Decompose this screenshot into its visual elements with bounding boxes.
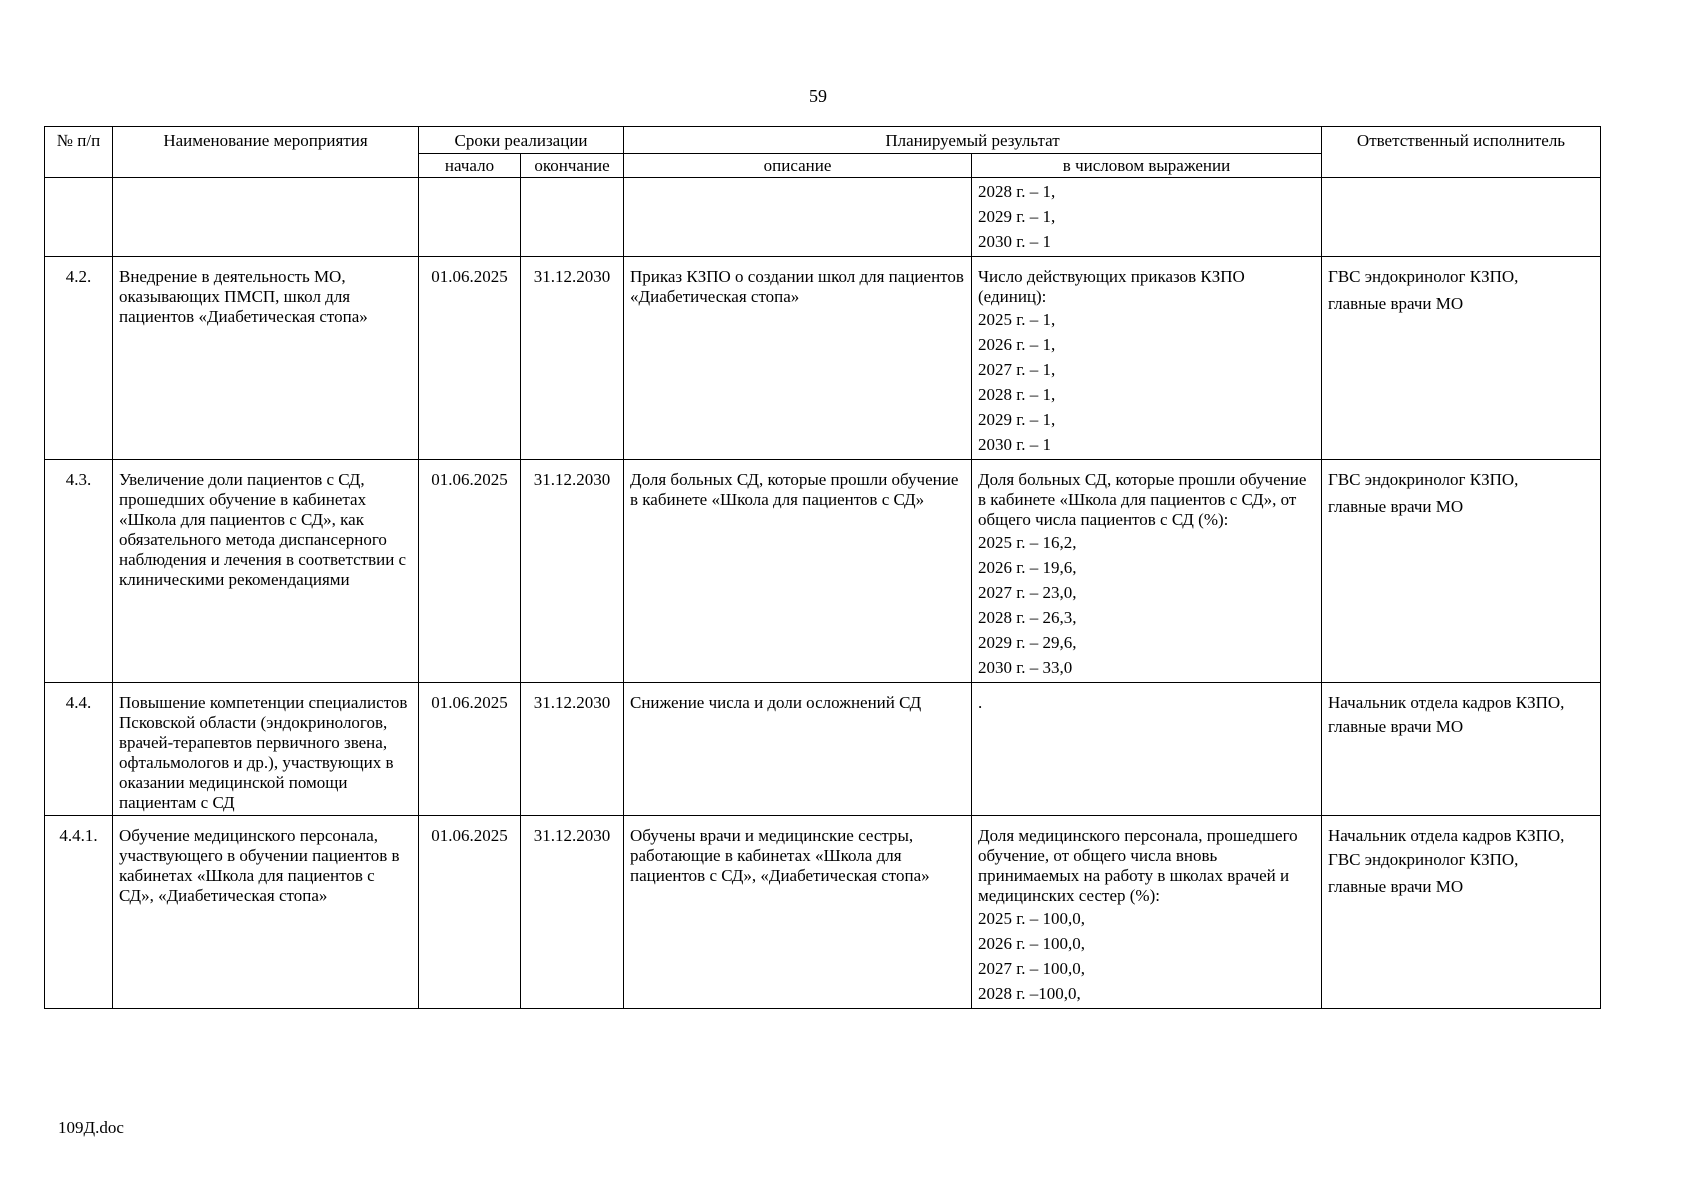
cell-num: 4.4.1.	[45, 816, 113, 1009]
cell-start: 01.06.2025	[419, 460, 521, 683]
cell-start	[419, 178, 521, 257]
table-row-continuation	[45, 178, 1601, 257]
header-start: начало	[419, 154, 521, 178]
cell-num: 4.2.	[45, 257, 113, 460]
cell-end: 31.12.2030	[521, 816, 624, 1009]
cell-values	[972, 683, 1322, 816]
value-line: 2025 г. – 1,	[978, 310, 1056, 329]
cell-end	[521, 178, 624, 257]
cell-name: Внедрение в деятельность МО, оказывающих ПМСП, школ для пациентов «Диабетическая стопа»	[113, 257, 419, 460]
table-row	[45, 460, 1601, 683]
cell-num	[45, 178, 113, 257]
cell-description: Обучены врачи и медицинские сестры, работающие в кабинетах «Школа для пациентов с СД», «Диабетическая стопа»	[624, 816, 972, 1009]
cell-description: Приказ КЗПО о создании школ для пациентов «Диабетическая стопа»	[624, 257, 972, 460]
value-intro: Доля медицинского персонала, прошедшего обучение, от общего числа вновь принимаемых на работу в школах врачей и медицинских сестер (%):	[978, 826, 1298, 905]
value-line: 2027 г. – 23,0,	[978, 583, 1077, 602]
value-line: 2025 г. – 100,0,	[978, 909, 1086, 928]
cell-name	[113, 178, 419, 257]
value-line: 2028 г. – 26,3,	[978, 608, 1077, 627]
header-num: № п/п	[45, 127, 113, 178]
cell-values	[972, 816, 1322, 1009]
executor-line: главные врачи МО	[1328, 717, 1464, 736]
header-row-1	[45, 127, 1601, 154]
value-line: 2029 г. – 1,	[978, 207, 1056, 226]
header-end: окончание	[521, 154, 624, 178]
cell-executor	[1322, 460, 1601, 683]
value-line: 2028 г. –100,0,	[978, 984, 1081, 1003]
cell-name: Повышение компетенции специалистов Псковской области (эндокринологов, врачей-терапевтов первичного звена, офтальмологов и др.), участвующих в оказании медицинской помощи пациентам с СД	[113, 683, 419, 816]
cell-description	[624, 178, 972, 257]
value-line: 2028 г. – 1,	[978, 182, 1056, 201]
header-numeric: в числовом выражении	[972, 154, 1322, 178]
cell-description: Доля больных СД, которые прошли обучение в кабинете «Школа для пациентов с СД»	[624, 460, 972, 683]
executor-line: ГВС эндокринолог КЗПО,	[1328, 850, 1519, 869]
executor-line: ГВС эндокринолог КЗПО,	[1328, 267, 1519, 286]
value-line: 2030 г. – 1	[978, 232, 1052, 251]
cell-values	[972, 460, 1322, 683]
cell-start: 01.06.2025	[419, 683, 521, 816]
cell-end: 31.12.2030	[521, 257, 624, 460]
document-filename: 109Д.doc	[58, 1118, 124, 1137]
executor-line: главные врачи МО	[1328, 497, 1464, 516]
cell-start: 01.06.2025	[419, 257, 521, 460]
executor-line: главные врачи МО	[1328, 294, 1464, 313]
header-executor: Ответственный исполнитель	[1322, 127, 1601, 178]
cell-name: Обучение медицинского персонала, участвующего в обучении пациентов в кабинетах «Школа для пациентов с СД», «Диабетическая стопа»	[113, 816, 419, 1009]
page-number: 59	[809, 86, 827, 106]
executor-line: ГВС эндокринолог КЗПО,	[1328, 470, 1519, 489]
header-terms: Сроки реализации	[419, 127, 624, 154]
cell-executor	[1322, 816, 1601, 1009]
value-line: 2028 г. – 1,	[978, 385, 1056, 404]
value-line: 2025 г. – 16,2,	[978, 533, 1077, 552]
value-intro: Доля больных СД, которые прошли обучение в кабинете «Школа для пациентов с СД», от общего числа пациентов с СД (%):	[978, 470, 1307, 529]
activities-table	[44, 126, 1601, 1009]
cell-end: 31.12.2030	[521, 683, 624, 816]
value-line: 2026 г. – 19,6,	[978, 558, 1077, 577]
cell-executor	[1322, 178, 1601, 257]
cell-executor	[1322, 257, 1601, 460]
cell-end: 31.12.2030	[521, 460, 624, 683]
table-row	[45, 683, 1601, 816]
value-line: 2027 г. – 1,	[978, 360, 1056, 379]
value-line: 2029 г. – 1,	[978, 410, 1056, 429]
cell-name: Увеличение доли пациентов с СД, прошедших обучение в кабинетах «Школа для пациентов с СД», как обязательного метода диспансерного наблюдения и лечения в соответствии с клиническими рекомендациями	[113, 460, 419, 683]
header-name: Наименование мероприятия	[113, 127, 419, 178]
cell-values	[972, 178, 1322, 257]
value-line: 2029 г. – 29,6,	[978, 633, 1077, 652]
value-line: 2030 г. – 33,0	[978, 658, 1073, 677]
cell-num: 4.3.	[45, 460, 113, 683]
value-line: 2026 г. – 100,0,	[978, 934, 1086, 953]
value-line: 2030 г. – 1	[978, 435, 1052, 454]
header-description: описание	[624, 154, 972, 178]
value-intro: .	[978, 693, 983, 712]
executor-line: главные врачи МО	[1328, 877, 1464, 896]
value-line: 2027 г. – 100,0,	[978, 959, 1086, 978]
header-result: Планируемый результат	[624, 127, 1322, 154]
table-row	[45, 257, 1601, 460]
executor-line: Начальник отдела кадров КЗПО,	[1328, 826, 1565, 845]
cell-description: Снижение числа и доли осложнений СД	[624, 683, 972, 816]
value-line: 2026 г. – 1,	[978, 335, 1056, 354]
table-row	[45, 816, 1601, 1009]
cell-values	[972, 257, 1322, 460]
cell-num: 4.4.	[45, 683, 113, 816]
executor-line: Начальник отдела кадров КЗПО,	[1328, 693, 1565, 712]
value-intro: Число действующих приказов КЗПО (единиц):	[978, 267, 1245, 306]
cell-start: 01.06.2025	[419, 816, 521, 1009]
cell-executor	[1322, 683, 1601, 816]
